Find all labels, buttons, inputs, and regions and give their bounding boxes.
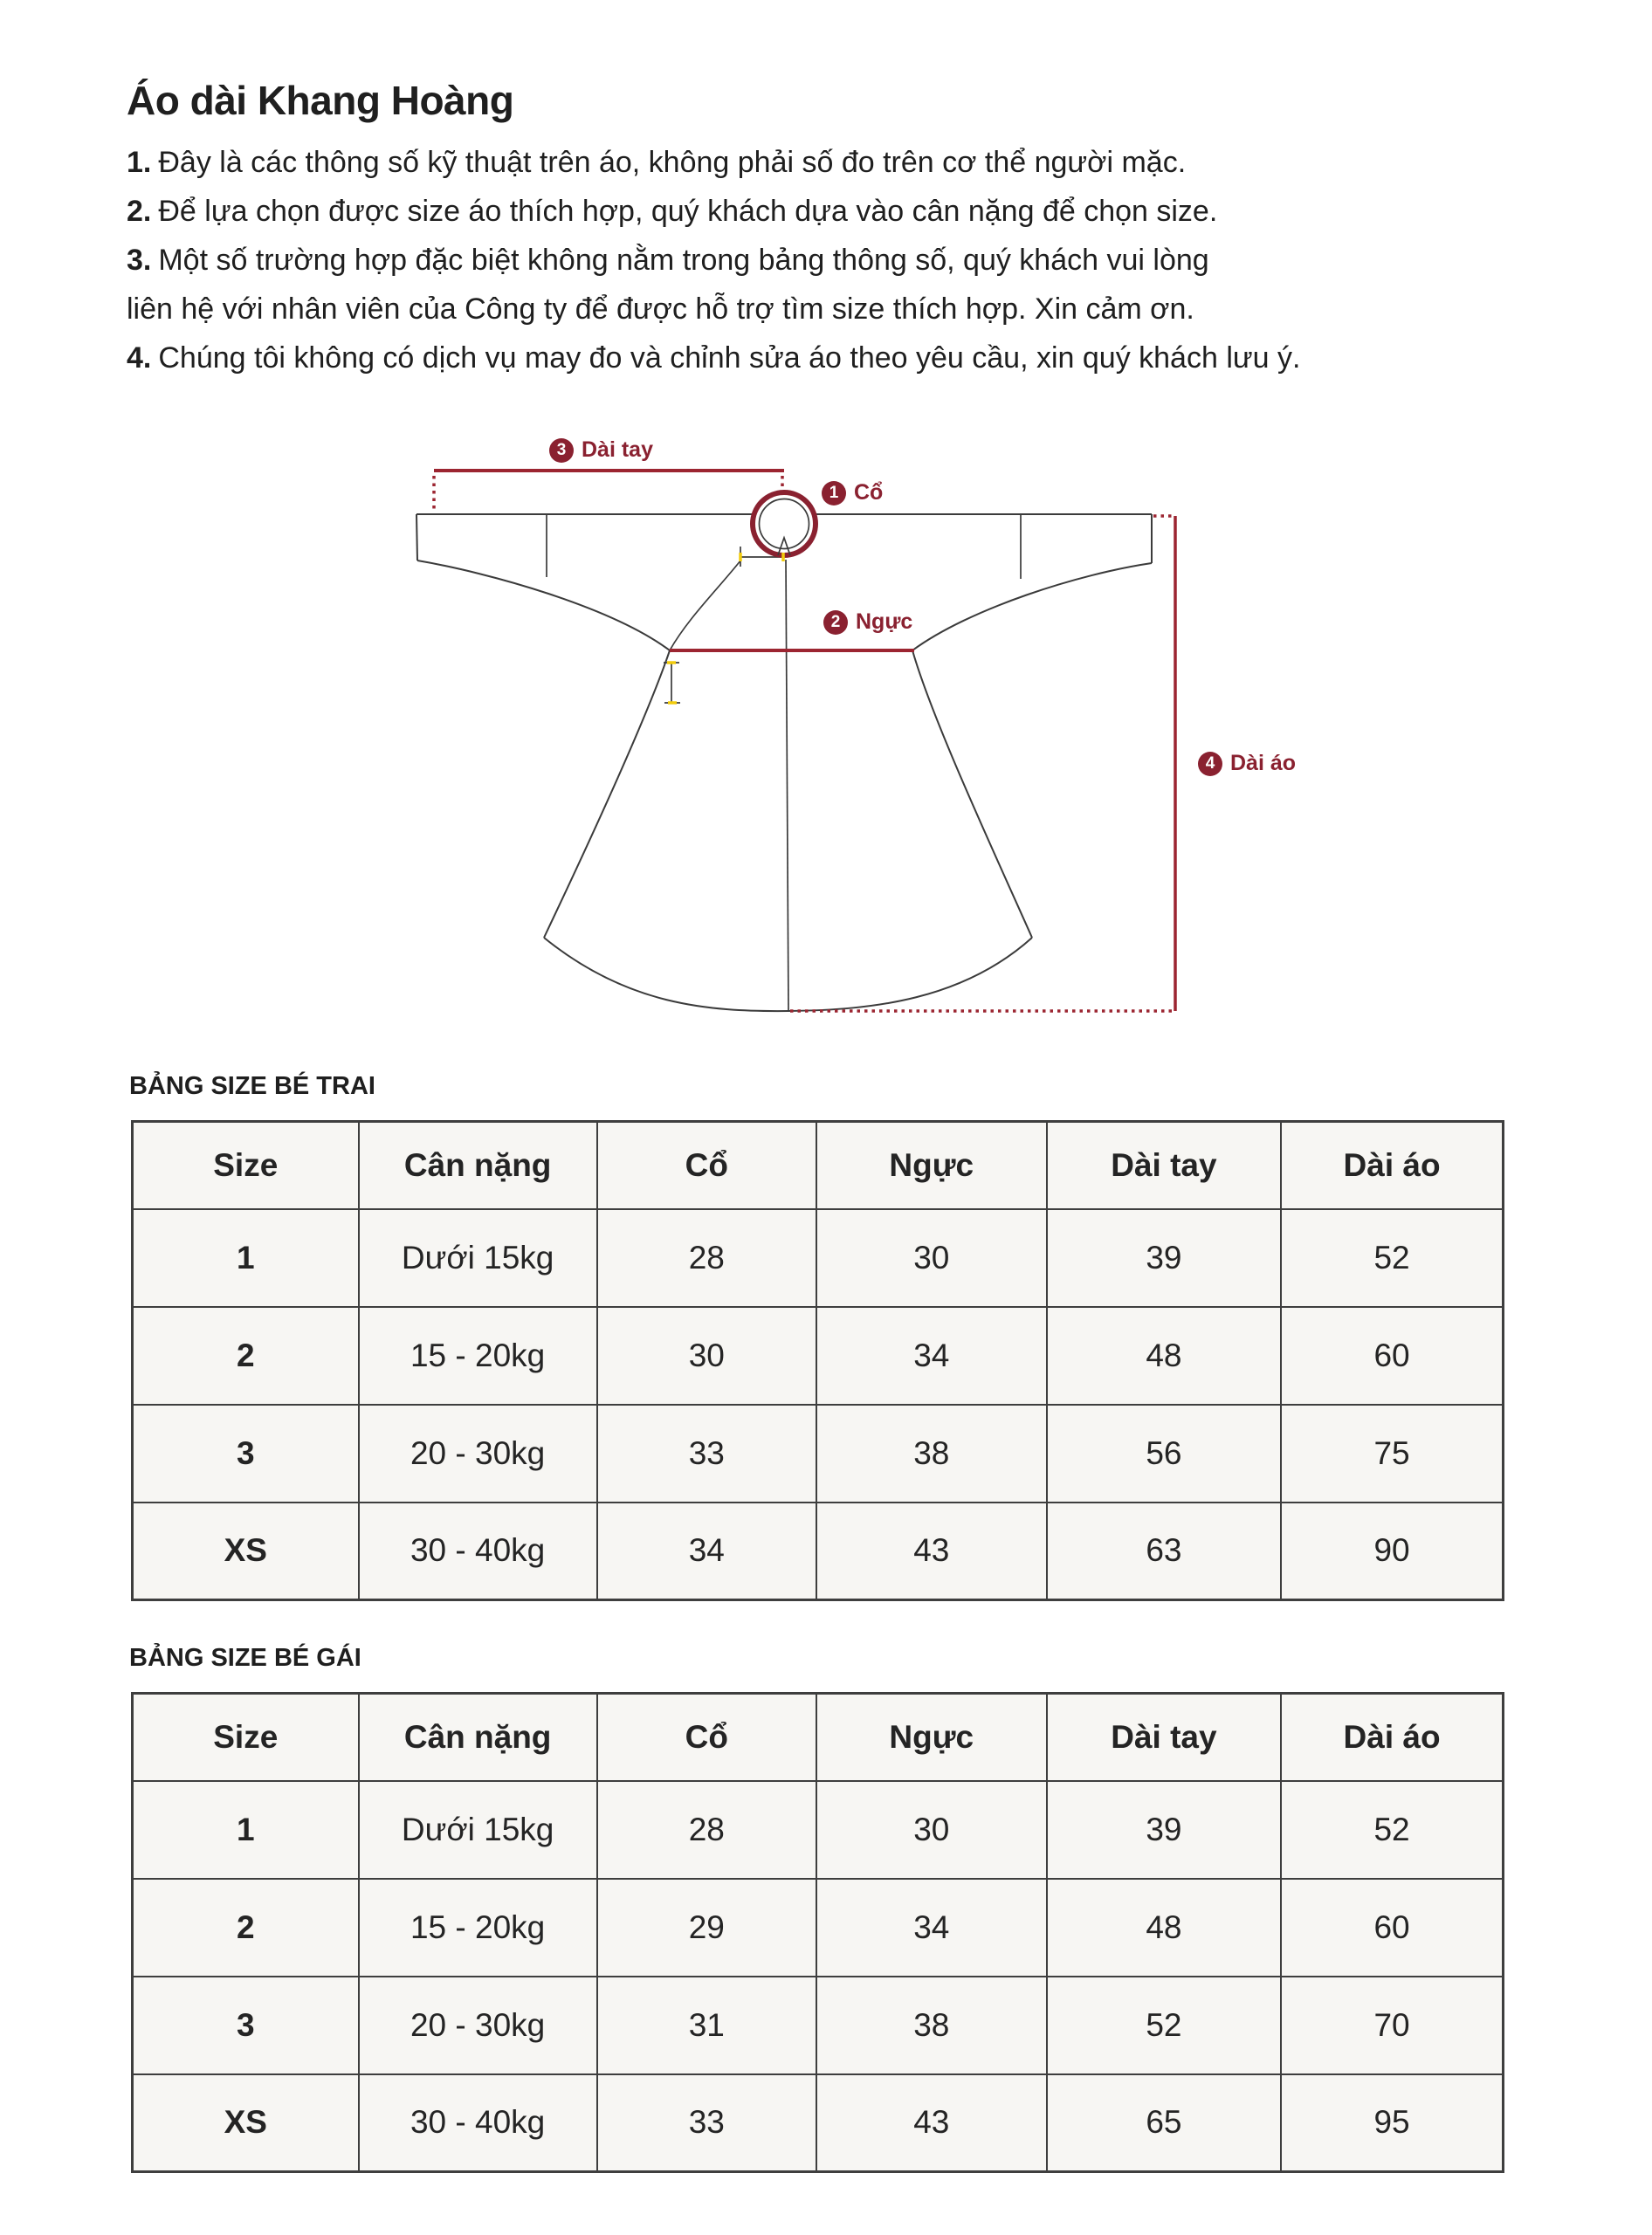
table-cell: 60 <box>1281 1879 1503 1977</box>
table-cell: 39 <box>1047 1209 1281 1307</box>
table-cell: 56 <box>1047 1405 1281 1503</box>
table-row <box>133 1405 1504 1503</box>
label-nguc <box>823 609 912 635</box>
table-cell: 33 <box>597 2074 816 2172</box>
label-dai-tay-text: Dài tay <box>582 437 653 462</box>
table-cell: 48 <box>1047 1879 1281 1977</box>
note-number: 1. <box>127 146 152 179</box>
table-cell: 75 <box>1281 1405 1503 1503</box>
table-cell: 1 <box>133 1781 359 1879</box>
notes <box>127 138 1436 382</box>
table-cell: 90 <box>1281 1503 1503 1600</box>
table-cell: 38 <box>816 1405 1047 1503</box>
column-header: Ngực <box>816 1122 1047 1209</box>
label-co <box>822 480 883 505</box>
table-cell: XS <box>133 1503 359 1600</box>
column-header: Cân nặng <box>359 1694 597 1781</box>
table-cell: 1 <box>133 1209 359 1307</box>
table-cell: 52 <box>1281 1209 1503 1307</box>
note-line <box>127 285 1436 334</box>
table-cell: 63 <box>1047 1503 1281 1600</box>
table-cell: 3 <box>133 1405 359 1503</box>
note-line <box>127 187 1436 236</box>
column-header: Dài áo <box>1281 1694 1503 1781</box>
table-cell: 34 <box>816 1307 1047 1405</box>
column-header: Size <box>133 1122 359 1209</box>
table-cell: 52 <box>1047 1977 1281 2074</box>
table-cell: 60 <box>1281 1307 1503 1405</box>
girls-size-table <box>131 1692 1504 2173</box>
table-cell: 38 <box>816 1977 1047 2074</box>
table-cell: 28 <box>597 1209 816 1307</box>
column-header: Ngực <box>816 1694 1047 1781</box>
table-cell: 30 - 40kg <box>359 1503 597 1600</box>
table-cell: 30 - 40kg <box>359 2074 597 2172</box>
table-cell: 52 <box>1281 1781 1503 1879</box>
note-text: Một số trường hợp đặc biệt không nằm trong bảng thông số, quý khách vui lòng <box>158 244 1209 277</box>
note-text: Để lựa chọn được size áo thích hợp, quý khách dựa vào cân nặng để chọn size. <box>158 195 1218 228</box>
column-header: Cổ <box>597 1122 816 1209</box>
table-cell: 15 - 20kg <box>359 1879 597 1977</box>
table-cell: 34 <box>597 1503 816 1600</box>
table-row <box>133 1977 1504 2074</box>
table-cell: 30 <box>816 1781 1047 1879</box>
table-cell: 43 <box>816 2074 1047 2172</box>
table-cell: 2 <box>133 1879 359 1977</box>
header-row <box>133 1122 1504 1209</box>
badge-4: 4 <box>1198 752 1222 776</box>
table-cell: 39 <box>1047 1781 1281 1879</box>
table-cell: 20 - 30kg <box>359 1977 597 2074</box>
column-header: Dài tay <box>1047 1122 1281 1209</box>
table-row <box>133 2074 1504 2172</box>
table-cell: 65 <box>1047 2074 1281 2172</box>
label-dai-tay <box>549 437 653 463</box>
table-cell: 95 <box>1281 2074 1503 2172</box>
column-header: Size <box>133 1694 359 1781</box>
note-number: 2. <box>127 195 152 228</box>
table-cell: 29 <box>597 1879 816 1977</box>
note-line <box>127 138 1436 187</box>
table-cell: Dưới 15kg <box>359 1209 597 1307</box>
column-header: Dài tay <box>1047 1694 1281 1781</box>
ao-dai-measurement-diagram <box>397 432 1301 1056</box>
table-cell: 20 - 30kg <box>359 1405 597 1503</box>
label-dai-ao <box>1198 751 1296 776</box>
badge-2: 2 <box>823 610 848 635</box>
note-line <box>127 334 1436 382</box>
table-row <box>133 1781 1504 1879</box>
table-cell: Dưới 15kg <box>359 1781 597 1879</box>
note-text: Đây là các thông số kỹ thuật trên áo, không phải số đo trên cơ thể người mặc. <box>158 146 1187 179</box>
girls-table-heading: BẢNG SIZE BÉ GÁI <box>129 1644 361 1672</box>
table-cell: 2 <box>133 1307 359 1405</box>
note-number: 4. <box>127 341 152 375</box>
column-header: Cổ <box>597 1694 816 1781</box>
label-dai-ao-text: Dài áo <box>1230 751 1297 775</box>
table-cell: 30 <box>816 1209 1047 1307</box>
table-row <box>133 1209 1504 1307</box>
table-row <box>133 1503 1504 1600</box>
table-cell: 30 <box>597 1307 816 1405</box>
header-row <box>133 1694 1504 1781</box>
badge-3: 3 <box>549 438 574 463</box>
label-nguc-text: Ngực <box>856 609 913 634</box>
page-title: Áo dài Khang Hoàng <box>127 78 514 123</box>
table-cell: 28 <box>597 1781 816 1879</box>
table-cell: 31 <box>597 1977 816 2074</box>
table-cell: 48 <box>1047 1307 1281 1405</box>
label-co-text: Cổ <box>854 480 884 505</box>
column-header: Cân nặng <box>359 1122 597 1209</box>
table-cell: 15 - 20kg <box>359 1307 597 1405</box>
table-cell: 70 <box>1281 1977 1503 2074</box>
note-text: Chúng tôi không có dịch vụ may đo và chỉnh sửa áo theo yêu cầu, xin quý khách lưu ý. <box>158 341 1301 375</box>
table-row <box>133 1307 1504 1405</box>
note-text: liên hệ với nhân viên của Công ty để được hỗ trợ tìm size thích hợp. Xin cảm ơn. <box>127 292 1194 326</box>
boys-size-table <box>131 1120 1504 1601</box>
note-line <box>127 236 1436 285</box>
table-cell: 33 <box>597 1405 816 1503</box>
boys-table-heading: BẢNG SIZE BÉ TRAI <box>129 1072 375 1100</box>
note-number: 3. <box>127 244 152 277</box>
table-cell: 43 <box>816 1503 1047 1600</box>
table-cell: XS <box>133 2074 359 2172</box>
badge-1: 1 <box>822 481 846 505</box>
table-cell: 3 <box>133 1977 359 2074</box>
table-cell: 34 <box>816 1879 1047 1977</box>
table-row <box>133 1879 1504 1977</box>
ao-dai-outline-drawing <box>397 432 1301 1056</box>
column-header: Dài áo <box>1281 1122 1503 1209</box>
